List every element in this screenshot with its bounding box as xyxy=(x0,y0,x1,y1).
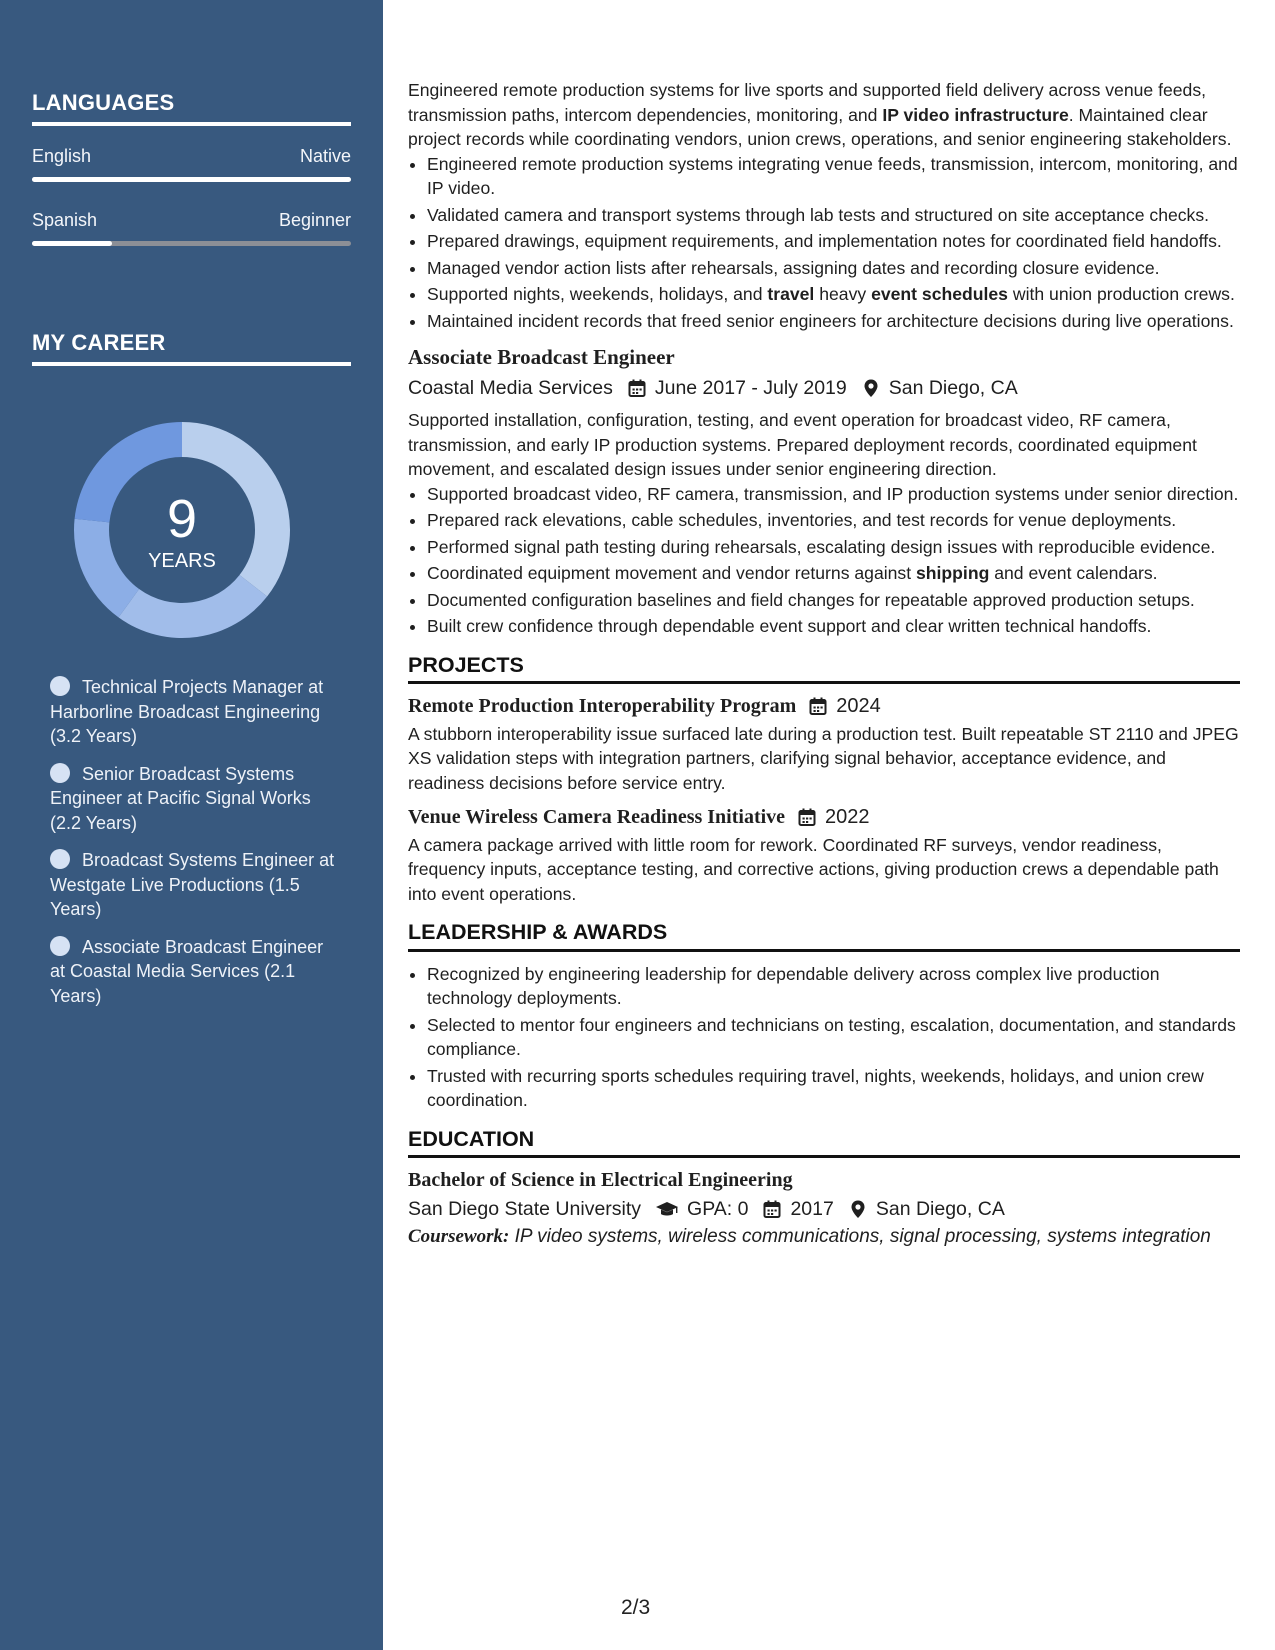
list-item: • Trusted with recurring sports schedules requiring travel, nights, weekends, holidays, and union crew coordination. xyxy=(427,1064,1240,1113)
languages-section xyxy=(32,90,351,246)
list-item: • Managed vendor action lists after rehearsals, assigning dates and recording closure evidence. xyxy=(427,256,1240,281)
gpa: GPA: 0 xyxy=(687,1197,749,1220)
company-name: Coastal Media Services xyxy=(408,376,613,399)
calendar-icon xyxy=(627,378,647,398)
text-bold: event schedules xyxy=(871,284,1008,304)
job-location: San Diego, CA xyxy=(888,376,1018,399)
career-item xyxy=(50,675,340,749)
text-bold: shipping xyxy=(916,563,990,583)
circle-dot-icon xyxy=(50,763,70,783)
calendar-icon xyxy=(762,1199,782,1219)
language-bar-fill xyxy=(32,241,112,246)
career-item xyxy=(50,935,340,1009)
career-list xyxy=(50,675,340,1021)
project-description: A camera package arrived with little room for rework. Coordinated RF surveys, vendor readiness, frequency inputs, acceptance testing, and corrective actions, giving production crews a dependable path into event operations. xyxy=(408,834,1219,904)
sidebar xyxy=(0,0,383,1650)
list-item: • Validated camera and transport systems through lab tests and structured on site acceptance checks. xyxy=(427,203,1240,228)
coursework-text: IP video systems, wireless communications, signal processing, systems integration xyxy=(509,1226,1211,1247)
text: and event calendars. xyxy=(989,563,1158,583)
circle-dot-icon xyxy=(50,849,70,869)
job-title: Associate Broadcast Engineer xyxy=(408,345,675,369)
language-bar-fill xyxy=(32,177,351,182)
text: heavy xyxy=(814,284,872,304)
job-meta xyxy=(408,376,1240,401)
language-spanish xyxy=(32,210,351,246)
list-item xyxy=(427,561,1240,586)
list-item: • Built crew confidence through dependable event support and clear written technical handoffs. xyxy=(427,614,1240,639)
list-item: • Prepared drawings, equipment requirements, and implementation notes for coordinated field handoffs. xyxy=(427,229,1240,254)
job-summary: Supported installation, configuration, testing, and event operation for broadcast video, RF camera, transmission, and early IP production systems. Prepared deployment records, coordinated equipment movement, and escalated design issues under senior engineering direction. xyxy=(408,410,1197,479)
job-bullets xyxy=(408,482,1240,639)
project-title-row xyxy=(408,805,1240,830)
summary-text: Engineered remote production systems for live sports and supported field delivery across venue feeds, transmission paths, intercom dependencies, monitoring, and xyxy=(408,80,1207,125)
language-bar xyxy=(32,241,351,246)
degree-title: Bachelor of Science in Electrical Engineering xyxy=(408,1169,793,1191)
graduation-year: 2017 xyxy=(790,1197,834,1220)
education-heading: EDUCATION xyxy=(408,1127,1240,1159)
career-section xyxy=(32,330,351,366)
career-years-label: YEARS xyxy=(148,550,216,572)
language-level: Beginner xyxy=(278,210,351,230)
calendar-icon xyxy=(797,807,817,827)
career-heading: MY CAREER xyxy=(32,330,351,366)
list-item: • Documented configuration baselines and field changes for repeatable approved production setups. xyxy=(427,588,1240,613)
map-pin-icon xyxy=(848,1199,868,1219)
list-item: • Selected to mentor four engineers and technicians on testing, escalation, documentation, and standards compliance. xyxy=(427,1013,1240,1062)
awards-heading: LEADERSHIP & AWARDS xyxy=(408,920,1240,952)
text: with union production crews. xyxy=(1007,284,1235,304)
language-name: English xyxy=(32,146,92,166)
job-summary xyxy=(408,78,1240,152)
summary-bold: IP video infrastructure xyxy=(882,104,1069,125)
main-content xyxy=(408,78,1240,1250)
school-location: San Diego, CA xyxy=(875,1197,1005,1220)
list-item: • Engineered remote production systems integrating venue feeds, transmission, intercom, monitoring, and IP video. xyxy=(427,152,1240,201)
coursework-label: Coursework: xyxy=(408,1226,510,1247)
project-description: A stubborn interoperability issue surfaced late during a production test. Built repeatable ST 2110 and JPEG XS validation steps with integration partners, clarifying signal behavior, acceptance evidence, and readiness decisions before service entry. xyxy=(408,723,1239,793)
list-item: • Maintained incident records that freed senior engineers for architecture decisions during live operations. xyxy=(427,309,1240,334)
list-item: • Performed signal path testing during rehearsals, escalating design issues with reproducible evidence. xyxy=(427,535,1240,560)
career-donut-chart xyxy=(62,410,302,650)
circle-dot-icon xyxy=(50,676,70,696)
project-title-row xyxy=(408,694,1240,719)
career-item-text: Senior Broadcast Systems Engineer at Pacific Signal Works (2.2 Years) xyxy=(50,763,311,833)
list-item: • Recognized by engineering leadership for dependable delivery across complex live production technology deployments. xyxy=(427,962,1240,1011)
text: Supported nights, weekends, holidays, and xyxy=(427,284,768,304)
career-item xyxy=(50,848,340,922)
circle-dot-icon xyxy=(50,936,70,956)
text-bold: travel xyxy=(767,284,815,304)
list-item: • Prepared rack elevations, cable schedules, inventories, and test records for venue deployments. xyxy=(427,508,1240,533)
list-item xyxy=(427,282,1240,307)
career-total-years: 9 xyxy=(166,489,198,549)
career-item-text: Broadcast Systems Engineer at Westgate Live Productions (1.5 Years) xyxy=(50,850,335,919)
project-year: 2024 xyxy=(836,695,881,717)
career-item xyxy=(50,762,340,836)
career-item-text: Associate Broadcast Engineer at Coastal Media Services (2.1 Years) xyxy=(50,936,324,1006)
awards-list xyxy=(408,962,1240,1113)
school-name: San Diego State University xyxy=(408,1197,642,1220)
coursework xyxy=(408,1225,1240,1250)
graduation-cap-icon xyxy=(655,1199,679,1219)
job-dates: June 2017 - July 2019 xyxy=(654,376,847,399)
project-year: 2022 xyxy=(825,806,870,828)
map-pin-icon xyxy=(861,378,881,398)
projects-heading: PROJECTS xyxy=(408,653,1240,685)
language-level: Native xyxy=(299,146,351,166)
languages-heading: LANGUAGES xyxy=(32,90,351,126)
education-meta xyxy=(408,1197,1240,1222)
language-bar xyxy=(32,177,351,182)
career-item-text: Technical Projects Manager at Harborline Broadcast Engineering (3.2 Years) xyxy=(50,677,324,746)
text: Coordinated equipment movement and vendor returns against xyxy=(427,563,917,583)
language-name: Spanish xyxy=(32,210,98,230)
calendar-icon xyxy=(808,696,828,716)
list-item: • Supported broadcast video, RF camera, transmission, and IP production systems under senior direction. xyxy=(427,482,1240,507)
page-number: 2/3 xyxy=(621,1596,651,1619)
summary-text: . Maintained clear project records while coordinating vendors, union crews, operations, and senior engineering stakeholders. xyxy=(408,104,1232,149)
language-english xyxy=(32,146,351,182)
job-bullets xyxy=(408,152,1240,334)
project-title: Remote Production Interoperability Program xyxy=(408,695,797,717)
project-title: Venue Wireless Camera Readiness Initiative xyxy=(408,806,786,828)
